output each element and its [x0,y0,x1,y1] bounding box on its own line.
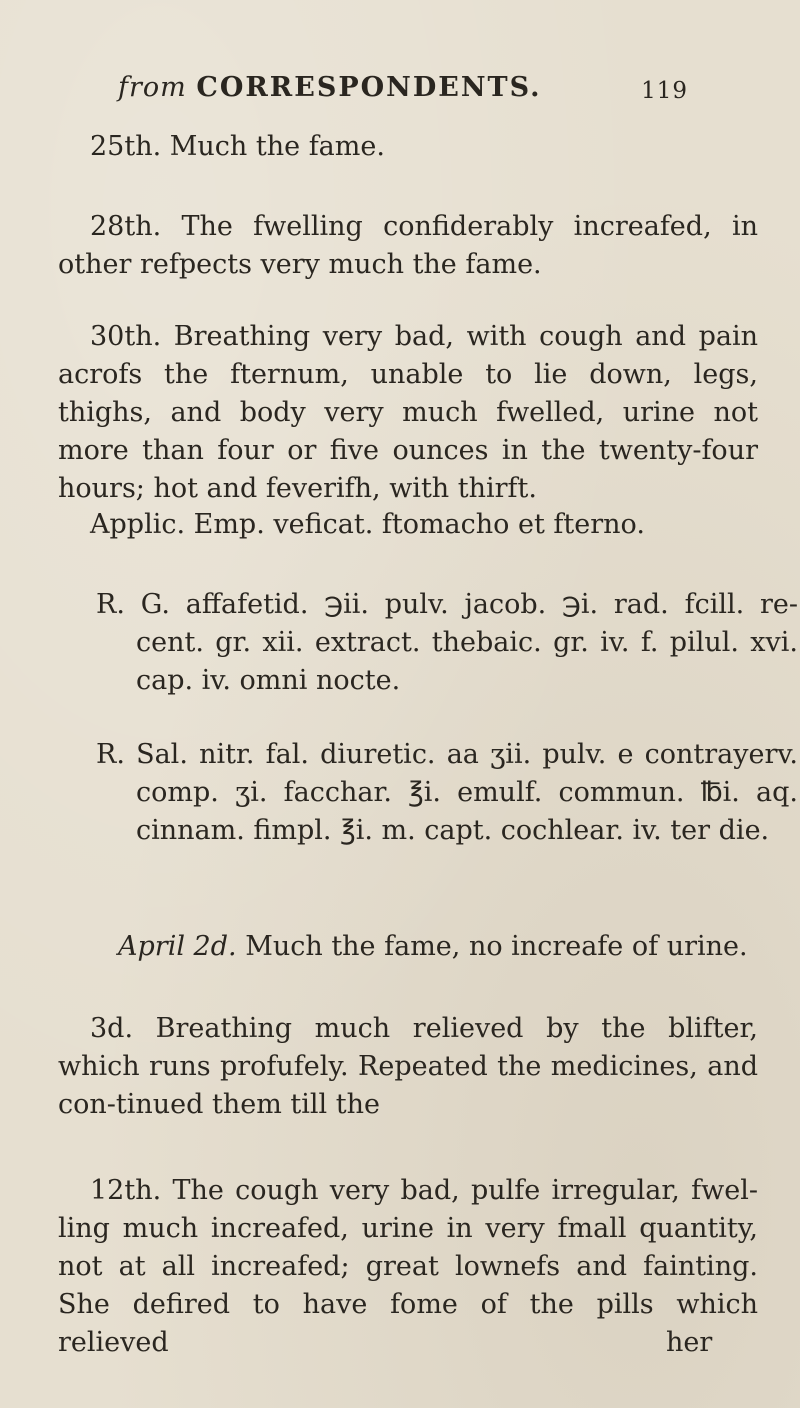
prescription-pills: R. G. affafetid. ℈ii. pulv. jacob. ℈i. rad. fcill. re-cent. gr. xii. extract. thebaic. gr. iv. f. pilul. xvi. cap. iv. omni nocte. [96,589,798,696]
entry-12th: 12th. The cough very bad, pulfe irregular, fwel-ling much increafed, urine in very fmall quantity, not at all increafed; great lownefs and fainting. She defired to have fome of the pills which relieved [58,1175,758,1358]
entry-3d: 3d. Breathing much relieved by the blifter, which runs profufely. Repeated the medicines, and con-tinued them till the [58,1013,758,1120]
running-header [118,72,688,103]
entry-april-2d-text: Much the fame, no increafe of urine. [245,931,748,962]
header-from: from [118,72,187,103]
entry-28th: 28th. The fwelling confiderably increafed, in other refpects very much the fame. [58,211,758,280]
entry-30th: 30th. Breathing very bad, with cough and pain acrofs the fternum, unable to lie down, legs, thighs, and body very much fwelled, urine not more than four or five ounces in the twenty-four hours; hot and feverifh, with thirft. [58,321,758,504]
entry-25th: 25th. Much the fame. [90,131,385,162]
catchword: her [666,1327,713,1358]
page-number: 119 [641,78,688,104]
prescription-mixture: R. Sal. nitr. fal. diuretic. aa ʒii. pulv. e contrayerv. comp. ʒi. facchar. ℥i. emulf. commun. ℔i. aq. cinnam. fimpl. ℥i. m. capt. cochlear. iv. ter die. [96,739,798,846]
date-april-2d: April 2d. [118,931,237,962]
header-title: CORRESPONDENTS. [196,72,542,103]
entry-applic: Applic. Emp. veficat. ftomacho et fterno. [90,509,645,540]
entry-april-2d [118,928,758,966]
